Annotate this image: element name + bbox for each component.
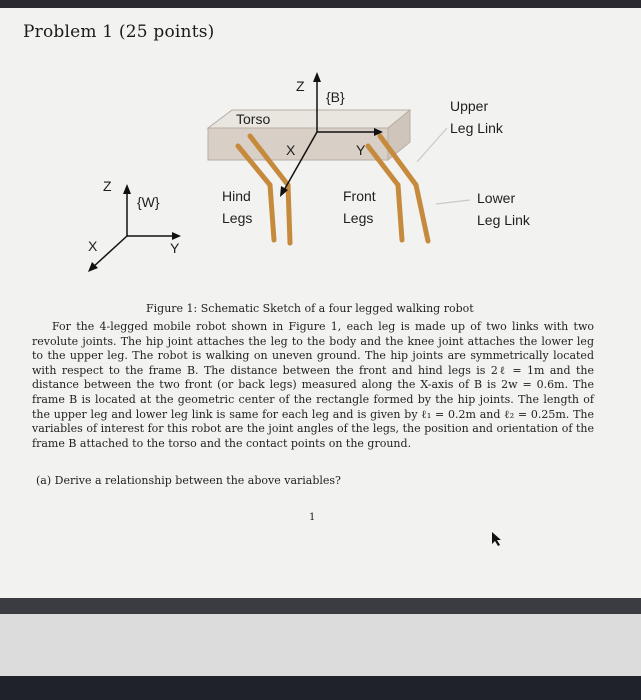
front-lower-leg-right [416,185,428,241]
world-z-label: Z [103,178,112,194]
lower-leg-label-line1: Lower [477,190,516,206]
upper-leg-leader [417,128,447,162]
figure-caption: Figure 1: Schematic Sketch of a four legged walking robot [146,302,474,315]
body-z-label: Z [296,78,305,94]
body-z-arrowhead [313,72,321,82]
page-number: 1 [309,512,316,523]
world-y-label: Y [170,240,180,256]
hind-legs-label-line2: Legs [222,210,253,226]
front-lower-leg-left [398,185,402,240]
front-legs-label-line2: Legs [343,210,374,226]
world-z-arrowhead [123,184,131,194]
hind-lower-leg-left [270,185,274,240]
upper-leg-label-line1: Upper [450,98,489,114]
lower-leg-leader [436,200,470,204]
hind-lower-leg-right [288,185,290,243]
bottom-edge [0,676,641,700]
hind-legs-label-line1: Hind [222,188,251,204]
lower-leg-label-line2: Leg Link [477,212,530,228]
world-frame-label: {W} [137,194,160,210]
bottom-divider-bar [0,598,641,614]
mouse-cursor-icon [491,531,503,547]
front-legs-label-line1: Front [343,188,376,204]
bottom-area [0,614,641,676]
body-frame-label: {B} [326,89,345,105]
body-y-label: Y [356,142,366,158]
body-x-label: X [286,142,296,158]
problem-paragraph: For the 4-legged mobile robot shown in Figure 1, each leg is made up of two links with two revolute joints. The hip joint attaches the leg to the body and the knee joint attaches the lower leg to the upper leg. The robot is walking on uneven ground. The hip joints are symmetrically located with respect to the frame B. The distance between the front and hind legs is 2ℓ = 1m and the distance between the two front (or back legs) measured along the X-axis of B is 2w = 0.6m. The frame B is located at the geometric center of the rectangle formed by the hip joints. The length of the upper leg and lower leg link is same for each leg and is given by ℓ₁ = 0.2m and ℓ₂ = 0.25m. The variables of interest for this robot are the joint angles of the legs, the position and orientation of the frame B attached to the torso and the contact points on the ground. [32,320,594,450]
world-x-label: X [88,238,98,254]
problem-title: Problem 1 (25 points) [23,22,215,42]
question-a: (a) Derive a relationship between the above variables? [36,474,341,487]
torso-label: Torso [236,111,271,127]
upper-leg-label-line2: Leg Link [450,120,503,136]
